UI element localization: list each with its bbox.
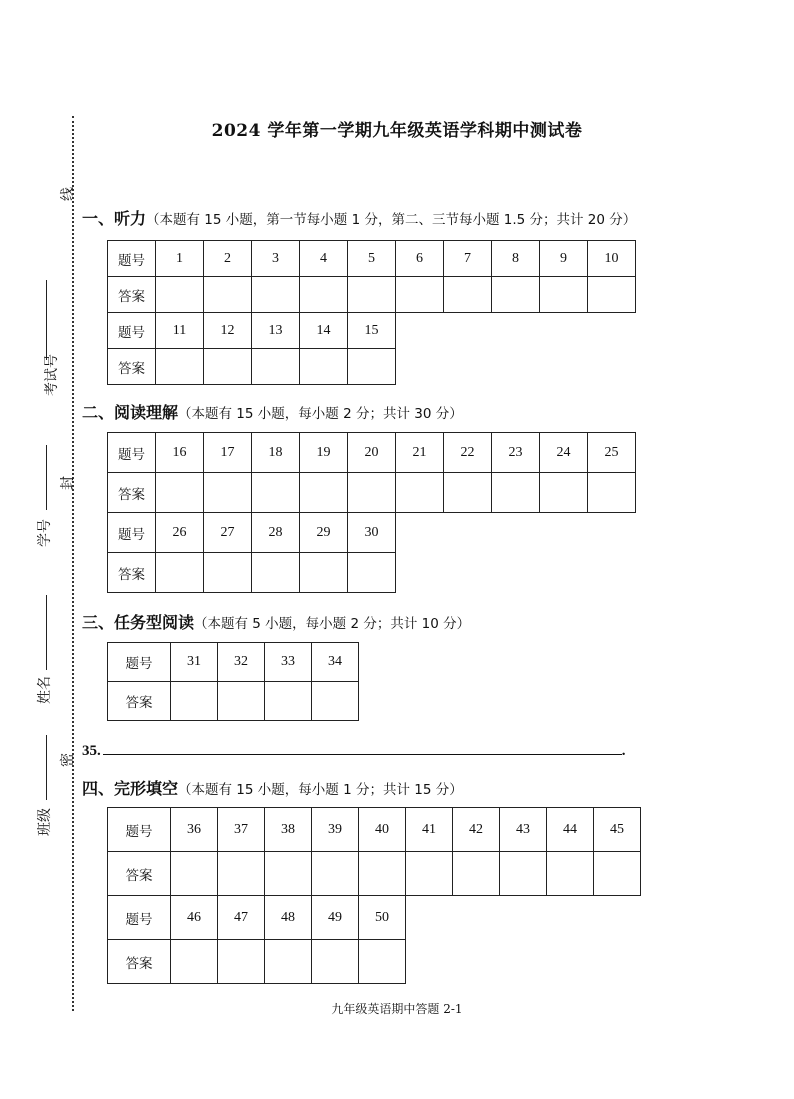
question-number-cell: 30: [348, 513, 396, 553]
answer-cell[interactable]: [588, 473, 636, 513]
question-35-end-mark: .: [621, 743, 626, 759]
question-number-cell: 15: [348, 313, 396, 349]
answer-cell[interactable]: [156, 277, 204, 313]
answer-cell[interactable]: [218, 852, 265, 896]
answer-row: [108, 277, 636, 313]
question-number-cell: 48: [265, 896, 312, 940]
empty-gap: [406, 896, 641, 940]
answer-cell[interactable]: [265, 852, 312, 896]
page-footer: 九年级英语期中答题 2-1: [331, 1002, 463, 1016]
section-cloze-note: （本题有 15 小题，每小题 1 分；共计 15 分）: [178, 782, 463, 798]
empty-gap: [396, 349, 636, 385]
question-number-cell: 21: [396, 433, 444, 473]
answer-cell[interactable]: [300, 277, 348, 313]
task-answer-grid: [107, 642, 359, 721]
question-number-row: [108, 896, 641, 940]
question-number-cell: 4: [300, 241, 348, 277]
question-number-cell: 13: [252, 313, 300, 349]
margin-line-mark: 线: [60, 187, 76, 201]
question-row-label: 题号: [108, 313, 156, 349]
question-number-cell: 29: [300, 513, 348, 553]
question-number-cell: 37: [218, 808, 265, 852]
answer-cell[interactable]: [594, 852, 641, 896]
question-35-line: [82, 740, 626, 760]
margin-seal-mark: 封: [60, 476, 76, 490]
answer-cell[interactable]: [396, 473, 444, 513]
question-number-cell: 12: [204, 313, 252, 349]
answer-cell[interactable]: [492, 473, 540, 513]
question-number-cell: 8: [492, 241, 540, 277]
answer-cell[interactable]: [500, 852, 547, 896]
question-number-cell: 2: [204, 241, 252, 277]
section-reading-heading: [82, 400, 463, 423]
exam-no-fill-line: [46, 280, 47, 360]
section-reading-note: （本题有 15 小题，每小题 2 分；共计 30 分）: [178, 406, 463, 422]
answer-cell[interactable]: [171, 940, 218, 984]
question-row-label: 题号: [108, 513, 156, 553]
student-no-fill-line: [46, 445, 47, 510]
answer-cell[interactable]: [156, 553, 204, 593]
question-35-answer-blank[interactable]: [103, 740, 622, 755]
name-fill-line: [46, 595, 47, 670]
question-number-cell: 38: [265, 808, 312, 852]
margin-student-no-label: 学号: [37, 519, 53, 547]
empty-gap: [396, 313, 636, 349]
answer-cell[interactable]: [171, 852, 218, 896]
question-row-label: 题号: [108, 433, 156, 473]
question-number-cell: 28: [252, 513, 300, 553]
answer-row-label: 答案: [108, 553, 156, 593]
question-number-cell: 6: [396, 241, 444, 277]
question-number-cell: 18: [252, 433, 300, 473]
answer-row-label: 答案: [108, 852, 171, 896]
question-number-cell: 41: [406, 808, 453, 852]
answer-cell[interactable]: [492, 277, 540, 313]
question-row-label: 题号: [108, 241, 156, 277]
answer-cell[interactable]: [252, 349, 300, 385]
answer-cell[interactable]: [540, 473, 588, 513]
question-number-cell: 43: [500, 808, 547, 852]
page-title: 2024 学年第一学期九年级英语学科期中测试卷: [211, 121, 583, 141]
answer-row: [108, 682, 359, 721]
answer-cell[interactable]: [406, 852, 453, 896]
answer-cell[interactable]: [156, 473, 204, 513]
answer-cell[interactable]: [218, 682, 265, 721]
answer-cell[interactable]: [312, 682, 359, 721]
answer-row: [108, 852, 641, 896]
answer-cell[interactable]: [348, 553, 396, 593]
question-number-cell: 22: [444, 433, 492, 473]
answer-row: [108, 553, 636, 593]
answer-cell[interactable]: [204, 553, 252, 593]
question-number-cell: 11: [156, 313, 204, 349]
section-task-heading: [82, 610, 470, 633]
section-cloze-title: 四、完形填空: [82, 779, 179, 798]
section-reading-title: 二、阅读理解: [82, 403, 179, 422]
question-number-cell: 1: [156, 241, 204, 277]
question-number-row: [108, 808, 641, 852]
answer-cell[interactable]: [348, 473, 396, 513]
class-fill-line: [46, 735, 47, 800]
answer-cell[interactable]: [547, 852, 594, 896]
binding-dotted-line: [72, 116, 74, 1011]
question-number-cell: 20: [348, 433, 396, 473]
question-number-cell: 34: [312, 643, 359, 682]
listening-answer-grid: [107, 240, 636, 385]
section-listening-note: （本题有 15 小题，第一节每小题 1 分，第二、三节每小题 1.5 分；共计 20 分）: [146, 212, 637, 228]
question-number-cell: 42: [453, 808, 500, 852]
empty-gap: [396, 513, 636, 553]
answer-cell[interactable]: [252, 277, 300, 313]
answer-cell[interactable]: [348, 277, 396, 313]
question-number-cell: 32: [218, 643, 265, 682]
answer-cell[interactable]: [300, 553, 348, 593]
question-number-cell: 36: [171, 808, 218, 852]
question-number-cell: 31: [171, 643, 218, 682]
answer-row: [108, 940, 641, 984]
margin-class-label: 班级: [37, 808, 53, 836]
answer-cell[interactable]: [265, 682, 312, 721]
section-cloze-heading: [82, 776, 463, 799]
answer-row-label: 答案: [108, 349, 156, 385]
question-number-cell: 39: [312, 808, 359, 852]
question-row-label: 题号: [108, 808, 171, 852]
question-number-cell: 49: [312, 896, 359, 940]
question-number-row: [108, 241, 636, 277]
question-number-cell: 44: [547, 808, 594, 852]
question-number-row: [108, 513, 636, 553]
answer-cell[interactable]: [396, 277, 444, 313]
answer-cell[interactable]: [348, 349, 396, 385]
question-number-cell: 46: [171, 896, 218, 940]
answer-cell[interactable]: [204, 349, 252, 385]
answer-cell[interactable]: [444, 473, 492, 513]
answer-cell[interactable]: [204, 473, 252, 513]
question-number-cell: 16: [156, 433, 204, 473]
question-number-cell: 23: [492, 433, 540, 473]
question-row-label: 题号: [108, 643, 171, 682]
question-number-cell: 45: [594, 808, 641, 852]
answer-row-label: 答案: [108, 277, 156, 313]
answer-cell[interactable]: [300, 349, 348, 385]
question-number-cell: 7: [444, 241, 492, 277]
reading-answer-grid: [107, 432, 636, 593]
answer-cell[interactable]: [312, 940, 359, 984]
empty-gap: [406, 940, 641, 984]
answer-cell[interactable]: [156, 349, 204, 385]
answer-cell[interactable]: [359, 852, 406, 896]
question-number-cell: 5: [348, 241, 396, 277]
answer-row: [108, 473, 636, 513]
section-listening-heading: [82, 206, 636, 229]
section-listening-title: 一、听力: [82, 209, 147, 228]
question-number-cell: 50: [359, 896, 406, 940]
answer-row-label: 答案: [108, 473, 156, 513]
section-task-note: （本题有 5 小题，每小题 2 分；共计 10 分）: [194, 616, 471, 632]
question-number-cell: 24: [540, 433, 588, 473]
answer-row-label: 答案: [108, 682, 171, 721]
question-number-row: [108, 433, 636, 473]
question-number-cell: 40: [359, 808, 406, 852]
question-number-cell: 25: [588, 433, 636, 473]
question-number-row: [108, 643, 359, 682]
question-35-number: 35.: [82, 743, 101, 759]
answer-cell[interactable]: [252, 553, 300, 593]
answer-row: [108, 349, 636, 385]
answer-row-label: 答案: [108, 940, 171, 984]
answer-cell[interactable]: [359, 940, 406, 984]
question-number-row: [108, 313, 636, 349]
question-number-cell: 33: [265, 643, 312, 682]
answer-cell[interactable]: [252, 473, 300, 513]
question-number-cell: 14: [300, 313, 348, 349]
question-number-cell: 47: [218, 896, 265, 940]
empty-gap: [396, 553, 636, 593]
question-row-label: 题号: [108, 896, 171, 940]
question-number-cell: 17: [204, 433, 252, 473]
section-task-title: 三、任务型阅读: [82, 613, 195, 632]
answer-cell[interactable]: [171, 682, 218, 721]
answer-cell[interactable]: [588, 277, 636, 313]
answer-cell[interactable]: [204, 277, 252, 313]
question-number-cell: 9: [540, 241, 588, 277]
margin-exam-no-label: 考试号: [44, 354, 60, 396]
answer-cell[interactable]: [265, 940, 312, 984]
cloze-answer-grid: [107, 807, 641, 984]
answer-cell[interactable]: [540, 277, 588, 313]
answer-cell[interactable]: [444, 277, 492, 313]
question-number-cell: 26: [156, 513, 204, 553]
question-number-cell: 27: [204, 513, 252, 553]
margin-sealed-mark: 密: [60, 753, 76, 767]
answer-cell[interactable]: [453, 852, 500, 896]
question-number-cell: 10: [588, 241, 636, 277]
question-number-cell: 3: [252, 241, 300, 277]
answer-cell[interactable]: [300, 473, 348, 513]
answer-cell[interactable]: [218, 940, 265, 984]
answer-cell[interactable]: [312, 852, 359, 896]
margin-name-label: 姓名: [37, 676, 53, 704]
question-number-cell: 19: [300, 433, 348, 473]
